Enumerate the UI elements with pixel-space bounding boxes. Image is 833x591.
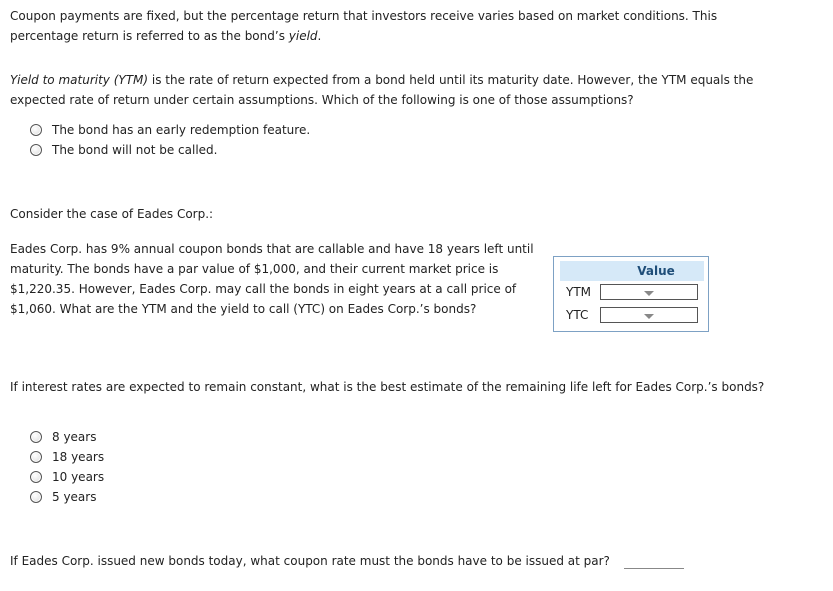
intro-text: Coupon payments are fixed, but the percentage return that investors receive varies based on market conditions. This percentage return is referred to as the bond’s [10, 9, 718, 43]
dropdown-arrow-icon [644, 291, 654, 296]
question-1-body: is the rate of return expected from a bond held until its maturity date. However, the YTM equals the expected rate of return under certain assumptions. Which of the following is one of those assumptions? [10, 73, 754, 107]
value-table-header [560, 261, 704, 281]
radio-option[interactable] [30, 447, 104, 467]
intro-period: . [317, 29, 322, 43]
radio-button[interactable] [30, 431, 42, 443]
radio-button[interactable] [30, 144, 42, 156]
value-row-ytc [560, 305, 704, 325]
question-2-text: If interest rates are expected to remain constant, what is the best estimate of the remaining life left for Eades Corp.’s bonds? [10, 380, 765, 394]
radio-button[interactable] [30, 491, 42, 503]
radio-option[interactable] [30, 487, 104, 507]
question-3-text: If Eades Corp. issued new bonds today, what coupon rate must the bonds have to be issued at par? [10, 554, 610, 568]
case-description: Eades Corp. has 9% annual coupon bonds that are callable and have 18 years left until maturity. The bonds have a par value of $1,000, and their current market price is $1,220.35. However, Eades Corp. may call the bonds in eight years at a call price of $1,060. What are the YTM and the yield to call (YTC) on Eades Corp.’s bonds? [10, 242, 534, 316]
dropdown-arrow-icon [644, 314, 654, 319]
radio-button[interactable] [30, 471, 42, 483]
coupon-rate-answer-field[interactable] [624, 568, 684, 569]
option-label: The bond will not be called. [52, 143, 218, 157]
case-title: Consider the case of Eades Corp.: [10, 207, 214, 221]
value-table [553, 256, 709, 332]
radio-option[interactable] [30, 427, 104, 447]
question-1-options [30, 120, 310, 160]
ytm-dropdown[interactable] [600, 284, 698, 300]
option-label: The bond has an early redemption feature. [52, 123, 311, 137]
value-row-ytm [560, 282, 704, 302]
intro-paragraph [10, 6, 750, 46]
radio-option[interactable] [30, 467, 104, 487]
question-2-options [30, 427, 104, 507]
ytm-term: Yield to maturity (YTM) [10, 73, 149, 87]
value-header-label: Value [637, 264, 675, 278]
radio-option[interactable] [30, 120, 310, 140]
ytm-label: YTM [566, 285, 592, 299]
ytc-label: YTC [566, 308, 589, 322]
radio-option[interactable] [30, 140, 310, 160]
intro-emphasis: yield [288, 29, 318, 43]
radio-button[interactable] [30, 124, 42, 136]
question-1-text [10, 70, 770, 110]
option-label: 5 years [52, 490, 97, 504]
option-label: 8 years [52, 430, 97, 444]
option-label: 18 years [52, 450, 105, 464]
option-label: 10 years [52, 470, 105, 484]
radio-button[interactable] [30, 451, 42, 463]
ytc-dropdown[interactable] [600, 307, 698, 323]
